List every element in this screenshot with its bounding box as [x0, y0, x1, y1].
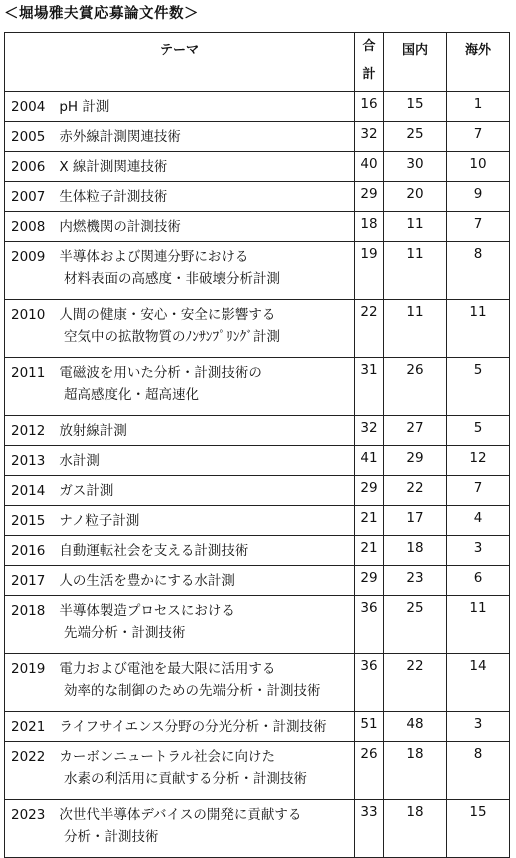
- overseas-cell: 12: [447, 446, 510, 476]
- total-cell: 36: [355, 654, 384, 712]
- overseas-cell: 7: [447, 212, 510, 242]
- theme-cell: [5, 536, 355, 566]
- total-cell: 16: [355, 92, 384, 122]
- year: 2022: [11, 749, 46, 765]
- total-cell: 21: [355, 536, 384, 566]
- theme-line2: 空気中の拡散物質のﾉﾝｻﾝﾌﾟﾘﾝｸﾞ計測: [64, 329, 280, 345]
- theme-line1: pH 計測: [59, 99, 110, 115]
- year: 2016: [11, 543, 46, 559]
- total-cell: 32: [355, 122, 384, 152]
- theme-cell: [5, 742, 355, 800]
- domestic-cell: 29: [384, 446, 447, 476]
- overseas-cell: 7: [447, 122, 510, 152]
- table-row: [5, 506, 510, 536]
- domestic-cell: 18: [384, 800, 447, 858]
- overseas-cell: 11: [447, 596, 510, 654]
- domestic-cell: 15: [384, 92, 447, 122]
- table-row: [5, 358, 510, 416]
- domestic-cell: 26: [384, 358, 447, 416]
- table-row: [5, 122, 510, 152]
- total-cell: 40: [355, 152, 384, 182]
- table-row: [5, 536, 510, 566]
- total-cell: 51: [355, 712, 384, 742]
- theme-line2: 分析・計測技術: [64, 829, 159, 845]
- year: 2007: [11, 189, 46, 205]
- overseas-cell: 6: [447, 566, 510, 596]
- theme-cell: [5, 242, 355, 300]
- domestic-cell: 23: [384, 566, 447, 596]
- domestic-cell: 11: [384, 212, 447, 242]
- total-cell: 21: [355, 506, 384, 536]
- overseas-cell: 7: [447, 476, 510, 506]
- theme-line1: 半導体製造プロセスにおける: [59, 603, 235, 619]
- year: 2019: [11, 661, 46, 677]
- theme-cell: [5, 212, 355, 242]
- header-overseas: 海外: [447, 33, 510, 92]
- theme-line1: 内燃機関の計測技術: [59, 219, 181, 235]
- theme-line2: 先端分析・計測技術: [64, 625, 186, 641]
- total-cell: 29: [355, 182, 384, 212]
- total-cell: 33: [355, 800, 384, 858]
- table-row: [5, 152, 510, 182]
- theme-cell: [5, 800, 355, 858]
- table-row: [5, 300, 510, 358]
- domestic-cell: 11: [384, 300, 447, 358]
- domestic-cell: 22: [384, 476, 447, 506]
- total-cell: 18: [355, 212, 384, 242]
- theme-line1: 電力および電池を最大限に活用する: [59, 661, 276, 677]
- header-domestic: 国内: [384, 33, 447, 92]
- year: 2008: [11, 219, 46, 235]
- total-cell: 41: [355, 446, 384, 476]
- theme-line2: 水素の利活用に貢献する分析・計測技術: [64, 771, 307, 787]
- theme-line1: 水計測: [59, 453, 100, 469]
- domestic-cell: 25: [384, 122, 447, 152]
- year: 2017: [11, 573, 46, 589]
- theme-line1: 自動運転社会を支える計測技術: [59, 543, 249, 559]
- header-total: [355, 33, 384, 92]
- table-row: [5, 446, 510, 476]
- table-row: [5, 566, 510, 596]
- overseas-cell: 3: [447, 536, 510, 566]
- theme-line1: ガス計測: [59, 483, 114, 499]
- overseas-cell: 5: [447, 358, 510, 416]
- year: 2005: [11, 129, 46, 145]
- header-theme: テーマ: [5, 33, 355, 92]
- table-row: [5, 800, 510, 858]
- table-row: [5, 742, 510, 800]
- theme-line2: 材料表面の高感度・非破壊分析計測: [64, 271, 280, 287]
- overseas-cell: 9: [447, 182, 510, 212]
- year: 2014: [11, 483, 46, 499]
- overseas-cell: 8: [447, 742, 510, 800]
- year: 2023: [11, 807, 46, 823]
- domestic-cell: 17: [384, 506, 447, 536]
- domestic-cell: 20: [384, 182, 447, 212]
- year: 2012: [11, 423, 46, 439]
- table-row: [5, 212, 510, 242]
- theme-cell: [5, 476, 355, 506]
- overseas-cell: 11: [447, 300, 510, 358]
- theme-cell: [5, 506, 355, 536]
- table-body: [5, 92, 510, 858]
- overseas-cell: 8: [447, 242, 510, 300]
- total-cell: 26: [355, 742, 384, 800]
- overseas-cell: 1: [447, 92, 510, 122]
- theme-line1: 電磁波を用いた分析・計測技術の: [59, 365, 262, 381]
- overseas-cell: 4: [447, 506, 510, 536]
- overseas-cell: 3: [447, 712, 510, 742]
- theme-line1: ナノ粒子計測: [59, 513, 140, 529]
- table-row: [5, 242, 510, 300]
- table-row: [5, 416, 510, 446]
- year: 2021: [11, 719, 46, 735]
- theme-line1: 放射線計測: [59, 423, 127, 439]
- overseas-cell: 10: [447, 152, 510, 182]
- year: 2009: [11, 249, 46, 265]
- overseas-cell: 5: [447, 416, 510, 446]
- theme-line1: カーボンニュートラル社会に向けた: [59, 749, 275, 765]
- table-row: [5, 654, 510, 712]
- theme-line1: 人間の健康・安心・安全に影響する: [59, 307, 276, 323]
- header-total-line1: 合: [362, 39, 376, 54]
- theme-cell: [5, 358, 355, 416]
- theme-cell: [5, 566, 355, 596]
- theme-cell: [5, 92, 355, 122]
- theme-cell: [5, 152, 355, 182]
- domestic-cell: 22: [384, 654, 447, 712]
- theme-line1: 生体粒子計測技術: [59, 189, 168, 205]
- total-cell: 32: [355, 416, 384, 446]
- total-cell: 36: [355, 596, 384, 654]
- submission-count-table: [4, 32, 510, 858]
- total-cell: 31: [355, 358, 384, 416]
- theme-cell: [5, 416, 355, 446]
- year: 2015: [11, 513, 46, 529]
- domestic-cell: 11: [384, 242, 447, 300]
- theme-cell: [5, 182, 355, 212]
- year: 2004: [11, 99, 46, 115]
- table-row: [5, 476, 510, 506]
- header-total-line2: 計: [362, 67, 376, 82]
- theme-cell: [5, 300, 355, 358]
- domestic-cell: 18: [384, 536, 447, 566]
- total-cell: 19: [355, 242, 384, 300]
- header-row: [5, 33, 510, 92]
- theme-line1: 赤外線計測関連技術: [59, 129, 181, 145]
- year: 2011: [11, 365, 46, 381]
- theme-line1: 半導体および関連分野における: [59, 249, 249, 265]
- overseas-cell: 15: [447, 800, 510, 858]
- overseas-cell: 14: [447, 654, 510, 712]
- domestic-cell: 30: [384, 152, 447, 182]
- theme-line1: 次世代半導体デバイスの開発に貢献する: [59, 807, 302, 823]
- year: 2013: [11, 453, 46, 469]
- theme-cell: [5, 596, 355, 654]
- table-row: [5, 182, 510, 212]
- total-cell: 29: [355, 476, 384, 506]
- theme-line2: 超高感度化・超高速化: [64, 387, 199, 403]
- theme-cell: [5, 654, 355, 712]
- total-cell: 22: [355, 300, 384, 358]
- theme-cell: [5, 712, 355, 742]
- domestic-cell: 25: [384, 596, 447, 654]
- theme-line1: 人の生活を豊かにする水計測: [59, 573, 235, 589]
- table-row: [5, 712, 510, 742]
- theme-cell: [5, 122, 355, 152]
- domestic-cell: 48: [384, 712, 447, 742]
- theme-cell: [5, 446, 355, 476]
- domestic-cell: 18: [384, 742, 447, 800]
- theme-line2: 効率的な制御のための先端分析・計測技術: [64, 683, 321, 699]
- total-cell: 29: [355, 566, 384, 596]
- domestic-cell: 27: [384, 416, 447, 446]
- document-title: ＜堀場雅夫賞応募論文件数＞: [4, 6, 199, 22]
- theme-line1: X 線計測関連技術: [59, 159, 168, 175]
- table-row: [5, 92, 510, 122]
- year: 2018: [11, 603, 46, 619]
- year: 2010: [11, 307, 46, 323]
- theme-line1: ライフサイエンス分野の分光分析・計測技術: [59, 719, 327, 735]
- table-row: [5, 596, 510, 654]
- year: 2006: [11, 159, 46, 175]
